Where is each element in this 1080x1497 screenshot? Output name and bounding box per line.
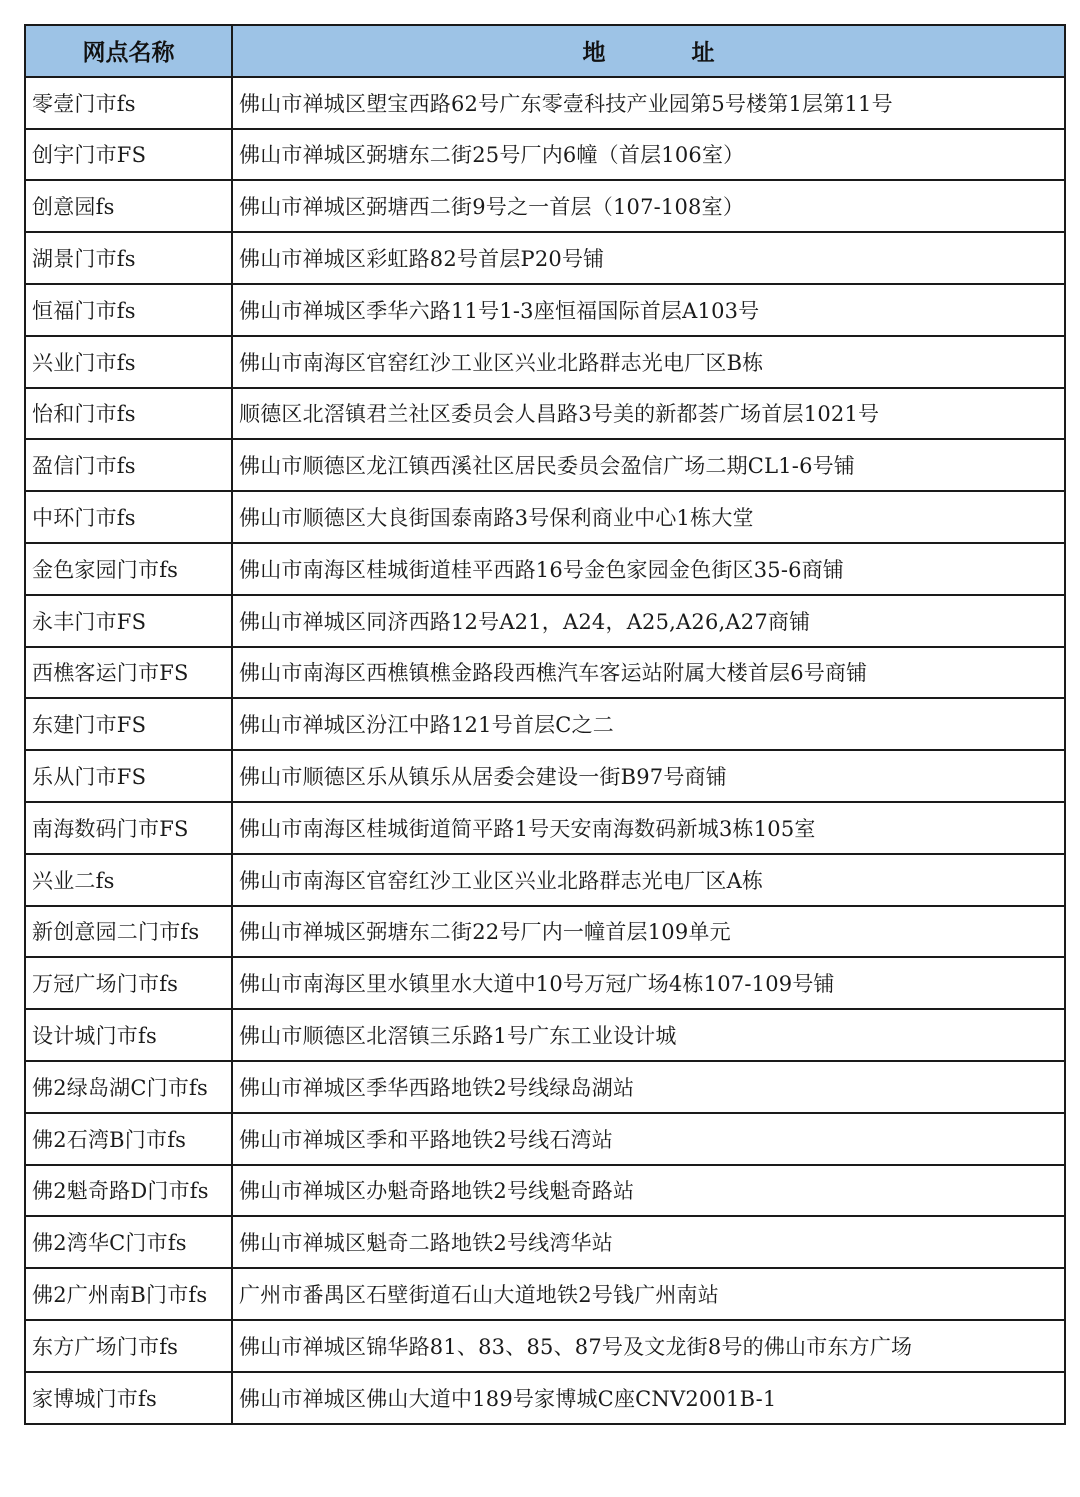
store-name-cell: 万冠广场门市fs [25, 957, 232, 1009]
table-row [25, 180, 1065, 232]
table-row [25, 284, 1065, 336]
table-row [25, 1320, 1065, 1372]
table-row [25, 698, 1065, 750]
address-cell: 佛山市禅城区季华西路地铁2号线绿岛湖站 [232, 1061, 1065, 1113]
store-name-cell: 西樵客运门市FS [25, 647, 232, 699]
store-name-cell: 兴业门市fs [25, 336, 232, 388]
store-name-cell: 湖景门市fs [25, 232, 232, 284]
store-name-cell: 盈信门市fs [25, 439, 232, 491]
store-name-cell: 南海数码门市FS [25, 802, 232, 854]
address-cell: 佛山市南海区里水镇里水大道中10号万冠广场4栋107-109号铺 [232, 957, 1065, 1009]
address-cell: 广州市番禺区石壁街道石山大道地铁2号钱广州南站 [232, 1268, 1065, 1320]
store-name-cell: 永丰门市FS [25, 595, 232, 647]
table-row [25, 129, 1065, 181]
address-cell: 佛山市南海区官窑红沙工业区兴业北路群志光电厂区A栋 [232, 854, 1065, 906]
store-name-cell: 家博城门市fs [25, 1372, 232, 1424]
address-cell: 佛山市禅城区季华六路11号1-3座恒福国际首层A103号 [232, 284, 1065, 336]
table-row [25, 647, 1065, 699]
table-header-row [25, 25, 1065, 77]
table-row [25, 1165, 1065, 1217]
table-row [25, 1009, 1065, 1061]
address-cell: 佛山市禅城区彩虹路82号首层P20号铺 [232, 232, 1065, 284]
store-name-cell: 东建门市FS [25, 698, 232, 750]
address-cell: 佛山市南海区桂城街道简平路1号天安南海数码新城3栋105室 [232, 802, 1065, 854]
address-cell: 佛山市禅城区弼塘东二街25号厂内6幢（首层106室） [232, 129, 1065, 181]
address-header-char-2: 址 [691, 40, 715, 67]
address-cell: 佛山市禅城区魁奇二路地铁2号线湾华站 [232, 1216, 1065, 1268]
table-row [25, 543, 1065, 595]
address-cell: 佛山市南海区桂城街道桂平西路16号金色家园金色街区35-6商铺 [232, 543, 1065, 595]
table-row [25, 1216, 1065, 1268]
table-row [25, 388, 1065, 440]
store-name-cell: 东方广场门市fs [25, 1320, 232, 1372]
table-row [25, 232, 1065, 284]
store-name-cell: 创宇门市FS [25, 129, 232, 181]
table-row [25, 439, 1065, 491]
address-cell: 佛山市南海区官窑红沙工业区兴业北路群志光电厂区B栋 [232, 336, 1065, 388]
address-cell: 佛山市禅城区办魁奇路地铁2号线魁奇路站 [232, 1165, 1065, 1217]
store-name-cell: 佛2石湾B门市fs [25, 1113, 232, 1165]
table-row [25, 854, 1065, 906]
address-cell: 佛山市顺德区北滘镇三乐路1号广东工业设计城 [232, 1009, 1065, 1061]
table-row [25, 336, 1065, 388]
address-cell: 佛山市禅城区季和平路地铁2号线石湾站 [232, 1113, 1065, 1165]
store-name-cell: 零壹门市fs [25, 77, 232, 129]
table-row [25, 77, 1065, 129]
address-cell: 佛山市禅城区弼塘西二街9号之一首层（107-108室） [232, 180, 1065, 232]
table-row [25, 595, 1065, 647]
store-name-cell: 佛2广州南B门市fs [25, 1268, 232, 1320]
address-cell: 佛山市顺德区龙江镇西溪社区居民委员会盈信广场二期CL1-6号铺 [232, 439, 1065, 491]
table-row [25, 491, 1065, 543]
store-name-cell: 金色家园门市fs [25, 543, 232, 595]
table-row [25, 802, 1065, 854]
address-cell: 顺德区北滘镇君兰社区委员会人昌路3号美的新都荟广场首层1021号 [232, 388, 1065, 440]
table-row [25, 1372, 1065, 1424]
address-cell: 佛山市顺德区大良街国泰南路3号保利商业中心1栋大堂 [232, 491, 1065, 543]
store-name-cell: 恒福门市fs [25, 284, 232, 336]
table-row [25, 1268, 1065, 1320]
address-cell: 佛山市顺德区乐从镇乐从居委会建设一街B97号商铺 [232, 750, 1065, 802]
address-cell: 佛山市南海区西樵镇樵金路段西樵汽车客运站附属大楼首层6号商铺 [232, 647, 1065, 699]
store-name-cell: 设计城门市fs [25, 1009, 232, 1061]
store-name-cell: 佛2魁奇路D门市fs [25, 1165, 232, 1217]
table-row [25, 1113, 1065, 1165]
store-address-table [24, 24, 1066, 1425]
address-cell: 佛山市禅城区弼塘东二街22号厂内一幢首层109单元 [232, 906, 1065, 958]
column-header-store-name: 网点名称 [25, 25, 232, 77]
store-name-cell: 佛2湾华C门市fs [25, 1216, 232, 1268]
column-header-address [232, 25, 1065, 77]
table-row [25, 957, 1065, 1009]
address-header-char-1: 地 [582, 40, 606, 67]
address-cell: 佛山市禅城区锦华路81、83、85、87号及文龙街8号的佛山市东方广场 [232, 1320, 1065, 1372]
table-body [25, 77, 1065, 1424]
address-cell: 佛山市禅城区同济西路12号A21，A24，A25,A26,A27商铺 [232, 595, 1065, 647]
table-row [25, 1061, 1065, 1113]
store-name-cell: 创意园fs [25, 180, 232, 232]
store-name-cell: 新创意园二门市fs [25, 906, 232, 958]
table-row [25, 906, 1065, 958]
store-name-cell: 兴业二fs [25, 854, 232, 906]
store-name-cell: 乐从门市FS [25, 750, 232, 802]
store-name-cell: 怡和门市fs [25, 388, 232, 440]
address-cell: 佛山市禅城区汾江中路121号首层C之二 [232, 698, 1065, 750]
table-row [25, 750, 1065, 802]
address-cell: 佛山市禅城区佛山大道中189号家博城C座CNV2001B-1 [232, 1372, 1065, 1424]
store-name-cell: 中环门市fs [25, 491, 232, 543]
address-cell: 佛山市禅城区塱宝西路62号广东零壹科技产业园第5号楼第1层第11号 [232, 77, 1065, 129]
store-name-cell: 佛2绿岛湖C门市fs [25, 1061, 232, 1113]
